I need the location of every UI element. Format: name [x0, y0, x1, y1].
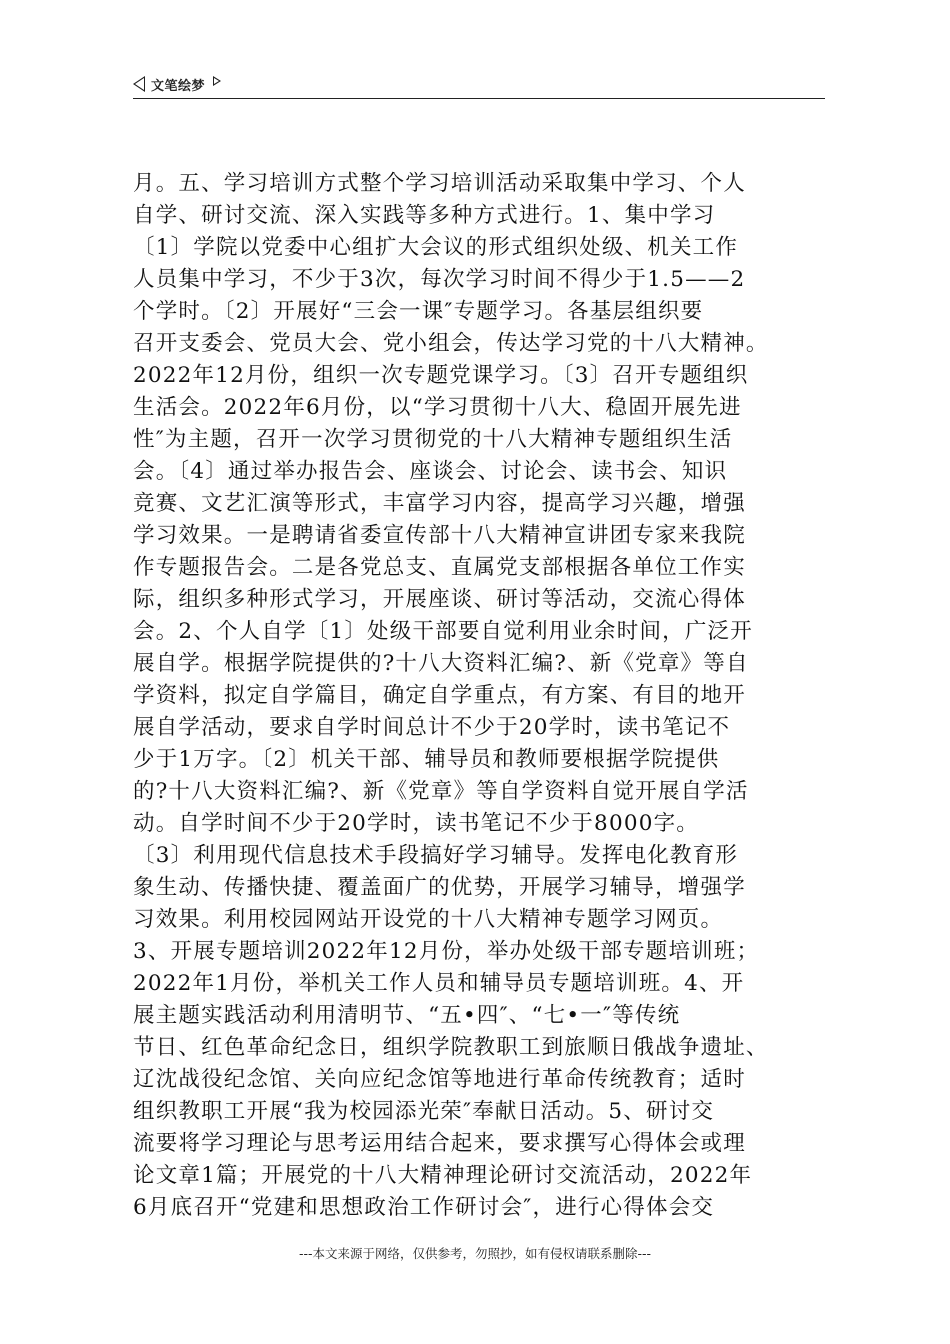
- brand-logo: [133, 74, 221, 94]
- body-line: 动。自学时间不少于20学时，读书笔记不少于8000字。: [133, 811, 699, 836]
- body-line: 竞赛、文艺汇演等形式，丰富学习内容，提高学习兴趣，增强: [133, 491, 746, 516]
- left-triangle-icon: [133, 76, 145, 92]
- body-line: 组织教职工开展“我为校园添光荣″奉献日活动。5、研讨交: [133, 1099, 715, 1124]
- body-line: 展主题实践活动利用清明节、“五•四″、“七•一″等传统: [133, 1003, 681, 1028]
- body-line: 习效果。利用校园网站开设党的十八大精神专题学习网页。: [133, 907, 724, 932]
- body-line: 6月底召开“党建和思想政治工作研讨会″，进行心得体会交: [133, 1195, 715, 1220]
- footer-disclaimer: ---本文来源于网络，仅供参考，勿照抄，如有侵权请联系删除---: [298, 1246, 652, 1261]
- body-line: 的?十八大资料汇编?、新《党章》等自学资料自觉开展自学活: [133, 779, 749, 804]
- body-line: 〔1〕学院以党委中心组扩大会议的形式组织处级、机关工作: [133, 235, 739, 260]
- body-line: 召开支委会、党员大会、党小组会，传达学习党的十八大精神。: [133, 331, 769, 356]
- body-line: 辽沈战役纪念馆、关向应纪念馆等地进行革命传统教育；适时: [133, 1067, 746, 1092]
- body-line: 月。五、学习培训方式整个学习培训活动采取集中学习、个人: [133, 171, 746, 196]
- body-line: 2022年1月份，举机关工作人员和辅导员专题培训班。4、开: [133, 971, 745, 996]
- body-line: 作专题报告会。二是各党总支、直属党支部根据各单位工作实: [133, 555, 746, 580]
- brand-name: 文笔绘梦: [151, 78, 206, 94]
- body-line: 展自学。根据学院提供的?十八大资料汇编?、新《党章》等自: [133, 651, 749, 676]
- body-line: 展自学活动，要求自学时间总计不少于20学时，读书笔记不: [133, 715, 731, 740]
- body-line: 2022年12月份，组织一次专题党课学习。〔3〕召开专题组织: [133, 363, 749, 388]
- body-line: 学资料，拟定自学篇目，确定自学重点，有方案、有目的地开: [133, 683, 746, 708]
- body-line: 〔3〕利用现代信息技术手段搞好学习辅导。发挥电化教育形: [133, 843, 739, 868]
- body-line: 少于1万字。〔2〕机关干部、辅导员和教师要根据学院提供: [133, 747, 720, 772]
- body-line: 节日、红色革命纪念日，组织学院教职工到旅顺日俄战争遗址、: [133, 1035, 769, 1060]
- body-line: 象生动、传播快捷、覆盖面广的优势，开展学习辅导，增强学: [133, 875, 746, 900]
- body-line: 自学、研讨交流、深入实践等多种方式进行。1、集中学习: [133, 203, 716, 228]
- page-header: [133, 72, 825, 99]
- body-line: 流要将学习理论与思考运用结合起来，要求撰写心得体会或理: [133, 1131, 746, 1156]
- document-body: [133, 168, 843, 1224]
- body-line: 会。2、个人自学〔1〕处级干部要自觉利用业余时间，广泛开: [133, 619, 753, 644]
- body-line: 际，组织多种形式学习，开展座谈、研讨等活动，交流心得体: [133, 587, 746, 612]
- body-line: 人员集中学习，不少于3次，每次学习时间不得少于1.5——2: [133, 267, 746, 292]
- body-line: 性″为主题，召开一次学习贯彻党的十八大精神专题组织生活: [133, 427, 733, 452]
- body-line: 个学时。〔2〕开展好“三会一课″专题学习。各基层组织要: [133, 299, 704, 324]
- body-line: 论文章1篇；开展党的十八大精神理论研讨交流活动，2022年: [133, 1163, 753, 1188]
- body-line: 会。〔4〕通过举办报告会、座谈会、讨论会、读书会、知识: [133, 459, 728, 484]
- body-line: 生活会。2022年6月份，以“学习贯彻十八大、稳固开展先进: [133, 395, 742, 420]
- body-line: 3、开展专题培训2022年12月份，举办处级干部专题培训班；: [133, 939, 760, 964]
- body-line: 学习效果。一是聘请省委宣传部十八大精神宣讲团专家来我院: [133, 523, 746, 548]
- right-triangle-icon: [213, 76, 221, 86]
